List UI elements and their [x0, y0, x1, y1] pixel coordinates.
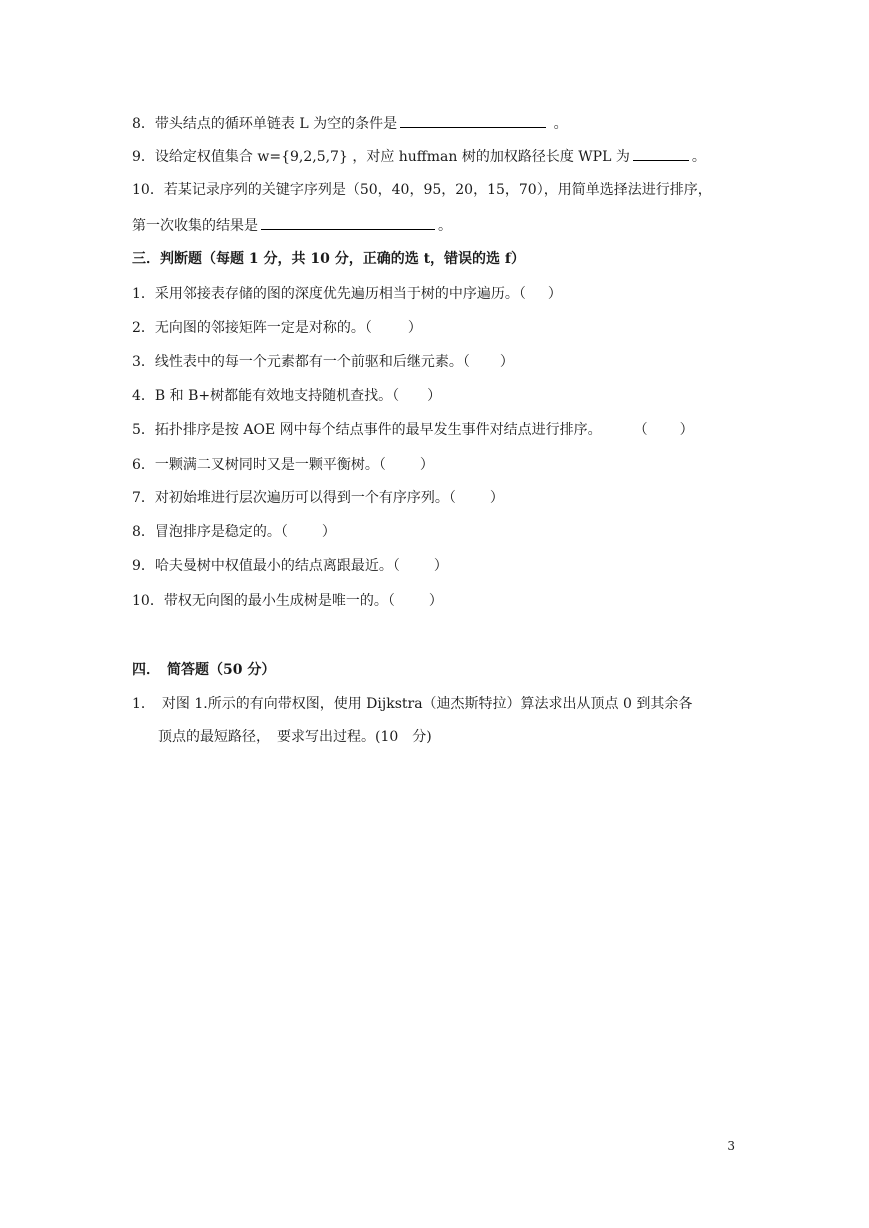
question-9-end: 。: [691, 149, 706, 165]
tf-item-close: ）: [489, 490, 504, 506]
tf-item-4: [132, 386, 441, 406]
tf-item-open: （: [633, 422, 648, 438]
question-10-line1: 10．若某记录序列的关键字序列是（50，40，95，20，15，70），用简单选择法进行排序，: [132, 182, 712, 198]
question-8-text: 8．带头结点的循环单链表 L 为空的条件是: [132, 116, 398, 132]
tf-item-2: [132, 318, 422, 338]
tf-item-text: 2．无向图的邻接矩阵一定是对称的。（: [132, 320, 372, 336]
tf-item-close: ）: [433, 558, 448, 574]
short-answer-q1-line2: 顶点的最短路径， 要求写出过程。(10 分): [158, 729, 432, 745]
tf-item-10: [132, 591, 443, 611]
tf-item-close: ）: [407, 320, 422, 336]
page-number: 3: [727, 1139, 735, 1153]
question-10-end: 。: [438, 218, 452, 234]
tf-item-close: ）: [499, 354, 514, 370]
answer-blank: [261, 215, 435, 230]
tf-item-text: 4．B 和 B+树都能有效地支持随机查找。（: [132, 388, 400, 404]
tf-item-text: 1．采用邻接表存储的图的深度优先遍历相当于树的中序遍历。（: [132, 286, 526, 302]
question-10-line2: [132, 215, 452, 236]
tf-item-6: [132, 455, 434, 475]
section-3-title: 三．判断题（每题 1 分，共 10 分，正确的选 t，错误的选 f）: [132, 251, 525, 267]
tf-item-text: 8．冒泡排序是稳定的。（: [132, 524, 288, 540]
answer-blank: [633, 146, 689, 161]
question-9-text: 9．设给定权值集合 w={9,2,5,7} ，对应 huffman 树的加权路径长度 WPL 为: [132, 149, 630, 165]
tf-item-text: 10．带权无向图的最小生成树是唯一的。（: [132, 593, 395, 609]
tf-item-close: ）: [419, 457, 434, 473]
tf-item-9: [132, 556, 448, 576]
question-8: [132, 113, 568, 134]
tf-item-close: ）: [547, 286, 562, 302]
tf-item-close: ）: [427, 388, 442, 404]
question-8-end: 。: [553, 116, 568, 132]
answer-blank: [400, 113, 546, 128]
tf-item-close: ）: [428, 593, 443, 609]
question-9: [132, 146, 706, 167]
tf-item-text: 6．一颗满二叉树同时又是一颗平衡树。（: [132, 457, 386, 473]
tf-item-3: [132, 352, 514, 372]
tf-item-close: ）: [321, 524, 336, 540]
tf-item-close: ）: [679, 422, 694, 438]
tf-item-7: [132, 488, 504, 508]
tf-item-8: [132, 522, 336, 542]
short-answer-q1-line1: 1． 对图 1.所示的有向带权图，使用 Dijkstra（迪杰斯特拉）算法求出从顶点 0 到其余各: [132, 696, 693, 712]
tf-item-text: 5．拓扑排序是按 AOE 网中每个结点事件的最早发生事件对结点进行排序。: [132, 422, 602, 438]
question-10-text: 第一次收集的结果是: [132, 218, 258, 234]
tf-item-text: 3．线性表中的每一个元素都有一个前驱和后继元素。（: [132, 354, 470, 370]
tf-item-text: 7．对初始堆进行层次遍历可以得到一个有序序列。（: [132, 490, 456, 506]
tf-item-1: [132, 284, 562, 304]
section-4-title: 四． 简答题（50 分）: [132, 662, 276, 678]
tf-item-5: [132, 420, 694, 440]
tf-item-text: 9．哈夫曼树中权值最小的结点离跟最近。（: [132, 558, 400, 574]
